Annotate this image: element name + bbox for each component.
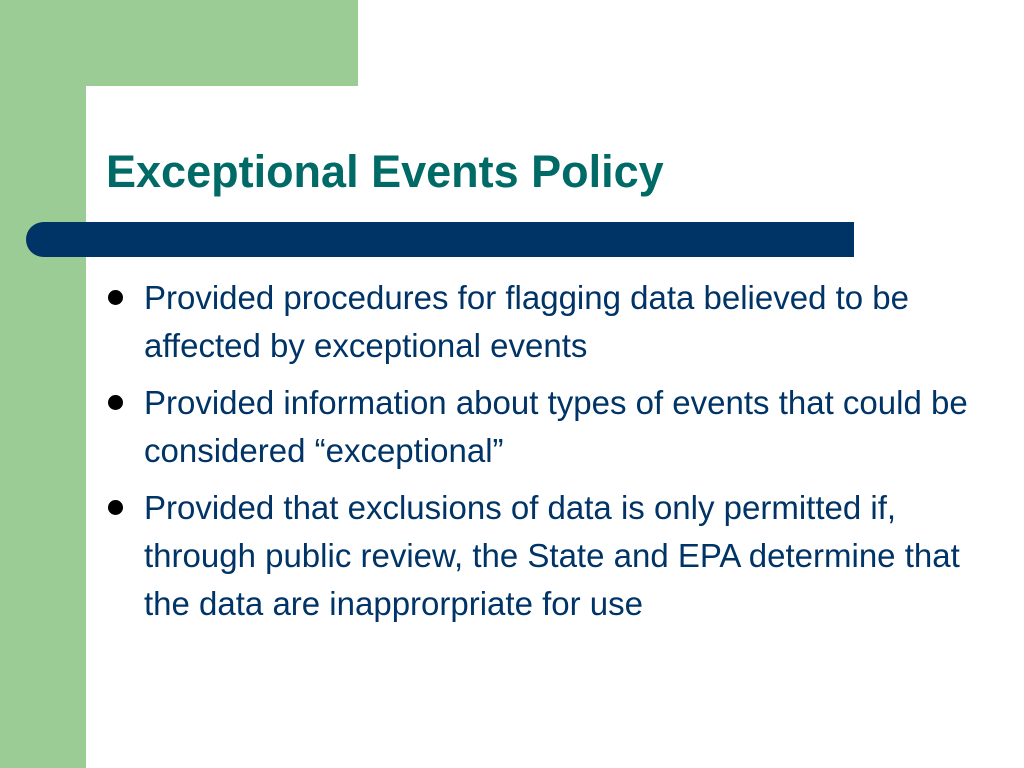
- bullet-item: [104, 379, 984, 475]
- bullet-list: [104, 274, 984, 637]
- green-side-band: [0, 0, 86, 768]
- bullet-item: [104, 484, 984, 628]
- bullet-icon: [108, 395, 123, 410]
- title-underline-bar: [26, 222, 854, 257]
- bullet-text: Provided that exclusions of data is only permitted if, through public review, the State and EPA determine that the data are inapprorpriate for use: [144, 489, 960, 622]
- green-top-band: [0, 0, 358, 86]
- bullet-text: Provided information about types of events that could be considered “exceptional”: [144, 384, 968, 469]
- bullet-item: [104, 274, 984, 370]
- slide-title: Exceptional Events Policy: [106, 146, 664, 197]
- bullet-icon: [108, 500, 123, 515]
- bullet-icon: [108, 290, 123, 305]
- bullet-text: Provided procedures for flagging data believed to be affected by exceptional events: [144, 279, 910, 364]
